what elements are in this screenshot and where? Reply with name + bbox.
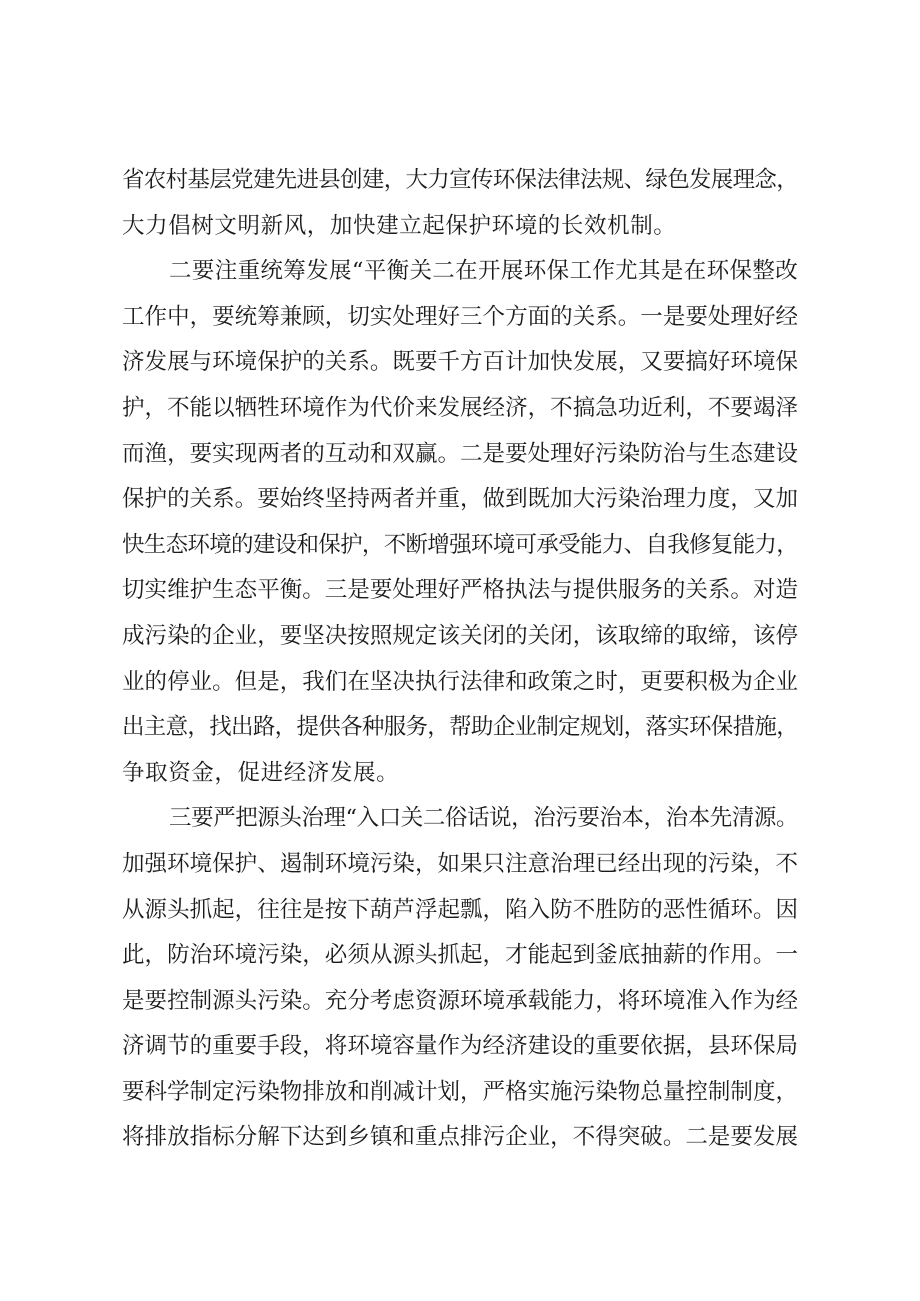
text-line: 保护的关系。要始终坚持两者并重，做到既加大污染治理力度，又加 <box>122 486 798 513</box>
text-line: 三要严把源头治理“入口关二俗话说，治污要治本，治本先清源。 <box>169 805 798 832</box>
text-line: 业的停业。但是，我们在坚决执行法律和政策之时，更要积极为企业 <box>122 668 798 695</box>
text-line: 而渔，要实现两者的互动和双赢。二是要处理好污染防治与生态建设 <box>122 440 798 467</box>
text-line: 切实维护生态平衡。三是要处理好严格执法与提供服务的关系。对造 <box>122 577 798 604</box>
text-line: 要科学制定污染物排放和削减计划，严格实施污染物总量控制制度， <box>122 1078 798 1105</box>
text-line: 加强环境保护、遏制环境污染，如果只注意治理已经出现的污染，不 <box>122 850 798 877</box>
text-line: 省农村基层党建先进县创建，大力宣传环保法律法规、绿色发展理念， <box>122 167 798 193</box>
text-line: 从源头抓起，往往是按下葫芦浮起瓢，陷入防不胜防的恶性循环。因 <box>122 896 798 923</box>
paragraph-1 <box>122 158 798 249</box>
text-line: 济调节的重要手段，将环境容量作为经济建设的重要依据，县环保局 <box>122 1033 798 1060</box>
text-line: 护，不能以牺牲环境作为代价来发展经济，不搞急功近利，不要竭泽 <box>122 394 798 421</box>
text-line: 将排放指标分解下达到乡镇和重点排污企业，不得突破。二是要发展 <box>122 1124 798 1151</box>
paragraph-3 <box>122 796 798 1161</box>
text-line: 出主意，找出路，提供各种服务，帮助企业制定规划，落实环保措施， <box>122 714 798 741</box>
body-text <box>122 158 798 1161</box>
text-line: 二要注重统筹发展“平衡关二在开展环保工作尤其是在环保整改 <box>169 258 798 285</box>
text-line: 成污染的企业，要坚决按照规定该关闭的关闭，该取缔的取缔，该停 <box>122 622 798 649</box>
paragraph-2 <box>122 249 798 796</box>
text-line: 是要控制源头污染。充分考虑资源环境承载能力，将环境准入作为经 <box>122 987 798 1014</box>
text-line: 此，防治环境污染，必须从源头抓起，才能起到釜底抽薪的作用。一 <box>122 942 798 969</box>
text-line: 工作中，要统筹兼顾，切实处理好三个方面的关系。一是要处理好经 <box>122 303 798 330</box>
text-line: 大力倡树文明新风，加快建立起保护环境的长效机制。 <box>122 212 677 239</box>
text-line: 济发展与环境保护的关系。既要千方百计加快发展，又要搞好环境保 <box>122 349 798 376</box>
text-line: 快生态环境的建设和保护，不断增强环境可承受能力、自我修复能力， <box>122 531 798 558</box>
text-line: 争取资金，促进经济发展。 <box>122 759 400 786</box>
